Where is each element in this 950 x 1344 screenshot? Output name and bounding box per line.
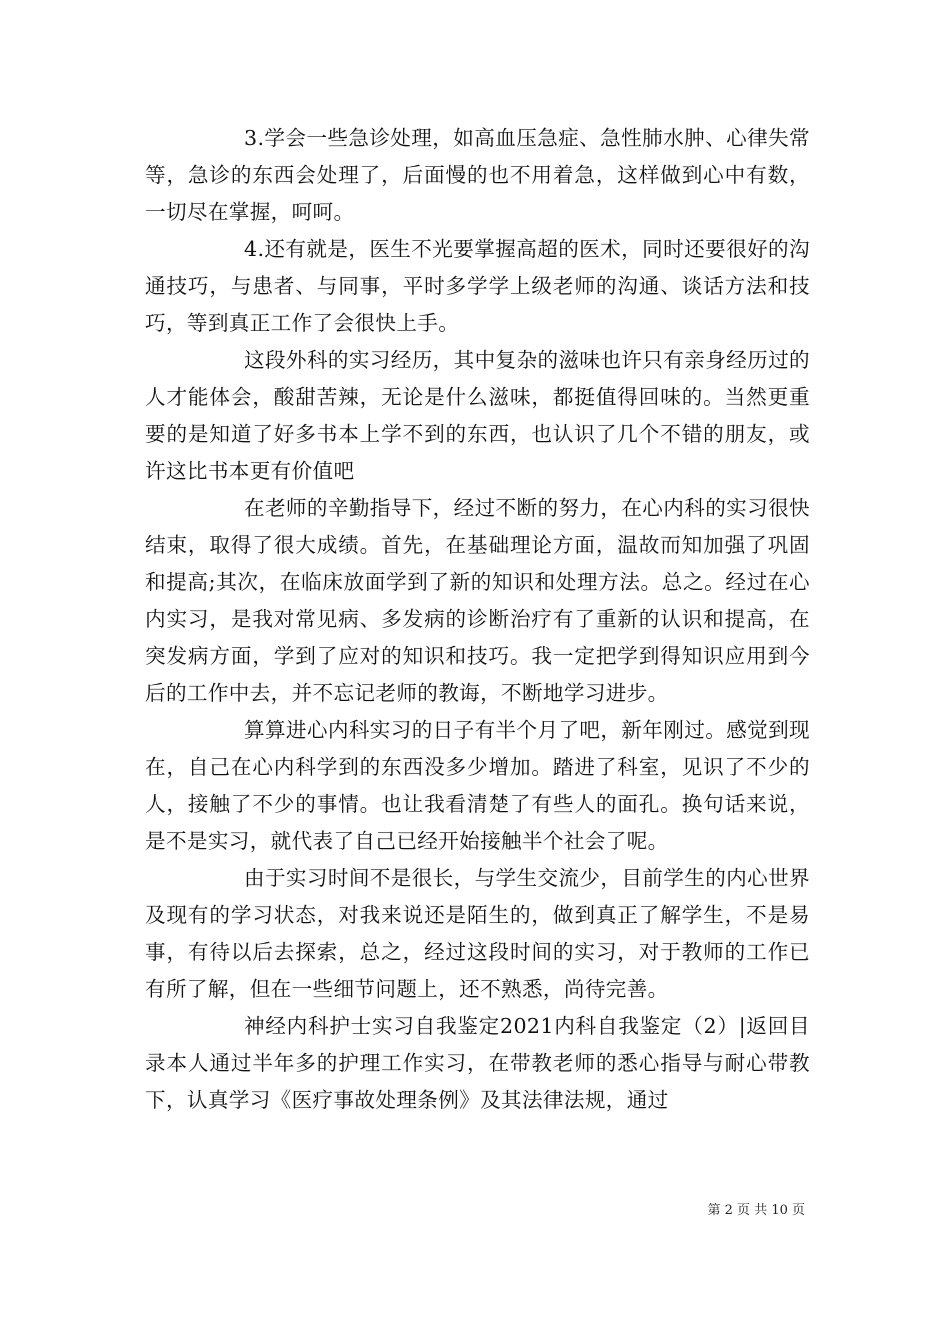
paragraph-neurology-nurse: 神经内科护士实习自我鉴定2021内科自我鉴定（2）|返回目录本人通过半年多的护理工作实习，在带教老师的悉心指导与耐心带教下，认真学习《医疗事故处理条例》及其法律法规，通过 [145,1014,810,1112]
paragraph-emergency-handling: 3.学会一些急诊处理，如高血压急症、急性肺水肿、心律失常等，急诊的东西会处理了，后面慢的也不用着急，这样做到心中有数，一切尽在掌握，呵呵。 [145,126,810,224]
paragraph-communication-skills: 4.还有就是，医生不光要掌握高超的医术，同时还要很好的沟通技巧，与患者、与同事，平时多学学上级老师的沟通、谈话方法和技巧，等到真正工作了会很快上手。 [145,237,810,335]
document-body [145,120,810,1119]
paragraph-cardiology-summary: 在老师的辛勤指导下，经过不断的努力，在心内科的实习很快结束，取得了很大成绩。首先，在基础理论方面，温故而知加强了巩固和提高;其次，在临床放面学到了新的知识和处理方法。总之。经过在心内实习，是我对常见病、多发病的诊断治疗有了重新的认识和提高，在突发病方面，学到了应对的知识和技巧。我一定把学到得知识应用到今后的工作中去，并不忘记老师的教诲，不断地学习进步。 [145,496,810,705]
paragraph-cardiology-half-month: 算算进心内科实习的日子有半个月了吧，新年刚过。感觉到现在，自己在心内科学到的东西没多少增加。踏进了科室，见识了不少的人，接触了不少的事情。也让我看清楚了有些人的面孔。换句话来说，是不是实习，就代表了自己已经开始接触半个社会了呢。 [145,718,810,853]
page-number-footer: 第 2 页 共 10 页 [707,1203,805,1218]
paragraph-surgery-experience: 这段外科的实习经历，其中复杂的滋味也许只有亲身经历过的人才能体会，酸甜苦辣，无论是什么滋味，都挺值得回味的。当然更重要的是知道了好多书本上学不到的东西，也认识了几个不错的朋友，或许这比书本更有价值吧 [145,348,810,483]
paragraph-teaching-internship: 由于实习时间不是很长，与学生交流少，目前学生的内心世界及现有的学习状态，对我来说还是陌生的，做到真正了解学生，不是易事，有待以后去探索，总之，经过这段时间的实习，对于教师的工作已有所了解，但在一些细节问题上，还不熟悉，尚待完善。 [145,866,810,1001]
